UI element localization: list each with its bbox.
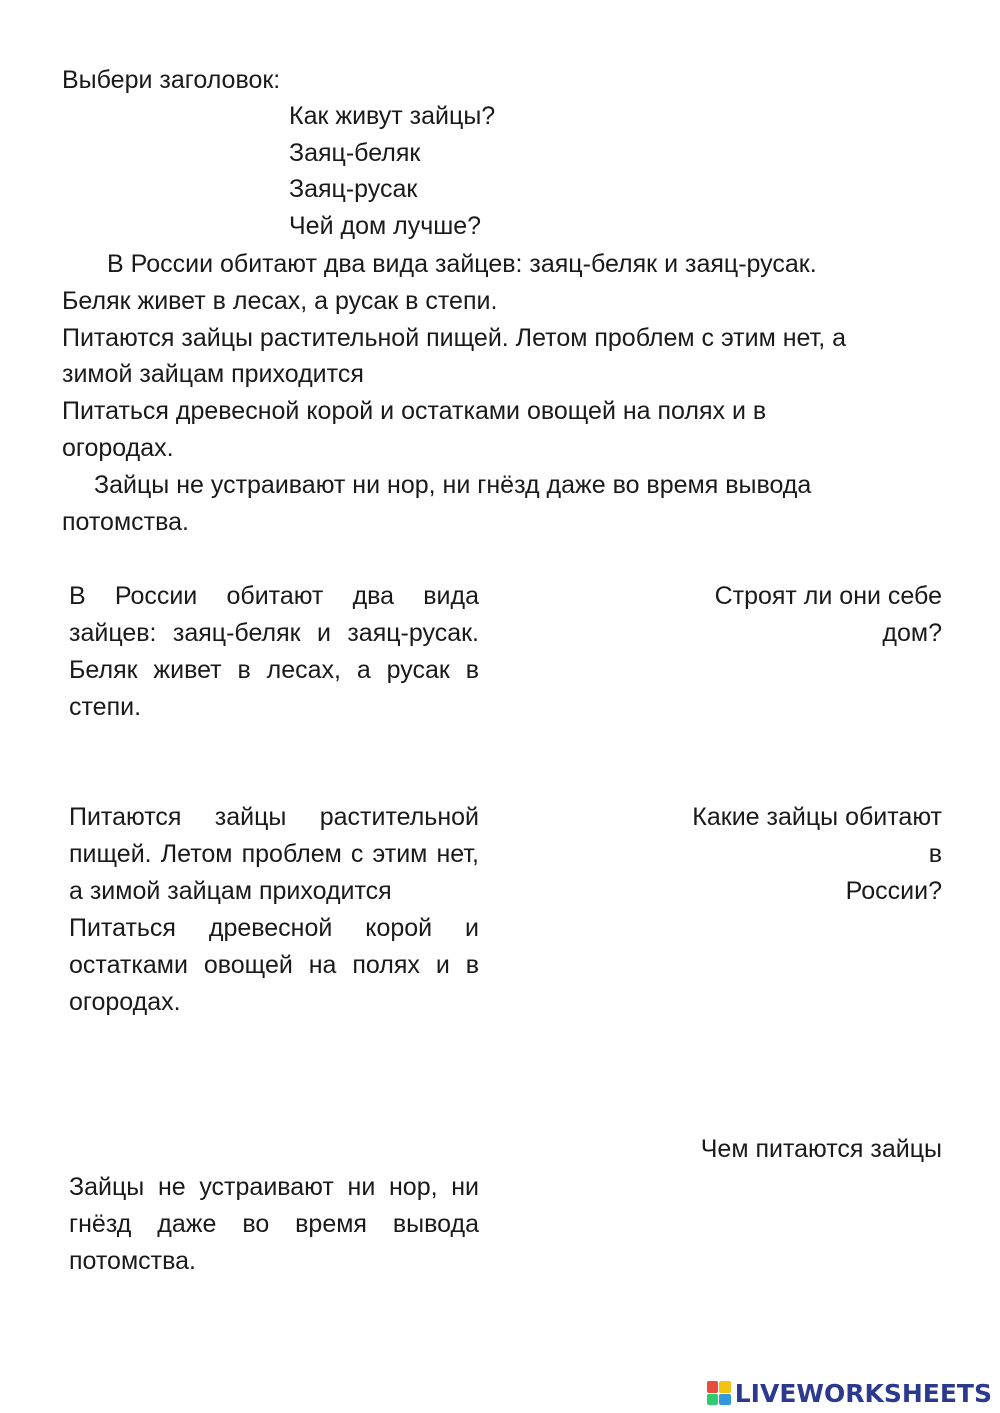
title-option[interactable]: Заяц-беляк (289, 139, 421, 167)
text-line: потомства. (62, 508, 189, 536)
match-paragraph-3[interactable]: Зайцы не устраивают ни нор, ни гнёзд даже во время вывода потомства. (69, 1173, 479, 1275)
question-line: в (928, 840, 942, 868)
question-2[interactable] (692, 799, 942, 910)
text-line: Беляк живет в лесах, а русак в степи. (62, 287, 498, 315)
match-paragraph-2-part-2: Питаться древесной корой и остатками овощей на полях и в огородах. (69, 914, 479, 1016)
question-line: Какие зайцы обитают (692, 803, 942, 831)
question-line: Строят ли они себе (714, 582, 942, 610)
prompt-text: Выбери заголовок: (62, 66, 281, 94)
title-option[interactable]: Заяц-русак (289, 175, 418, 203)
match-paragraph-1[interactable]: В России обитают два вида зайцев: заяц-беляк и заяц-русак. Беляк живет в лесах, а русак в степи. (69, 582, 479, 721)
text-line: В России обитают два вида зайцев: заяц-беляк и заяц-русак. (107, 250, 817, 278)
logo-mark-icon (707, 1381, 731, 1405)
match-paragraph-2[interactable] (69, 799, 479, 1021)
question-3[interactable] (701, 1131, 942, 1168)
text-line: Зайцы не устраивают ни нор, ни гнёзд даже во время вывода (94, 471, 812, 499)
question-1[interactable] (715, 578, 942, 652)
question-line: Чем питаются зайцы (700, 1135, 942, 1163)
text-line: Питаться древесной корой и остатками овощей на полях и в (62, 397, 767, 425)
title-option[interactable]: Как живут зайцы? (289, 102, 496, 130)
text-line: зимой зайцам приходится (62, 360, 364, 388)
brand-name: LIVEWORKSHEETS (734, 1378, 992, 1408)
liveworksheets-logo (707, 1379, 992, 1407)
match-paragraph-2-part-1: Питаются зайцы растительной пищей. Летом проблем с этим нет, а зимой зайцам приходится (69, 803, 479, 905)
title-option[interactable]: Чей дом лучше? (289, 212, 482, 240)
question-line: дом? (882, 619, 942, 647)
text-line: Питаются зайцы растительной пищей. Летом проблем с этим нет, а (62, 324, 847, 352)
text-line: огородах. (62, 434, 174, 462)
question-line: России? (845, 877, 942, 905)
